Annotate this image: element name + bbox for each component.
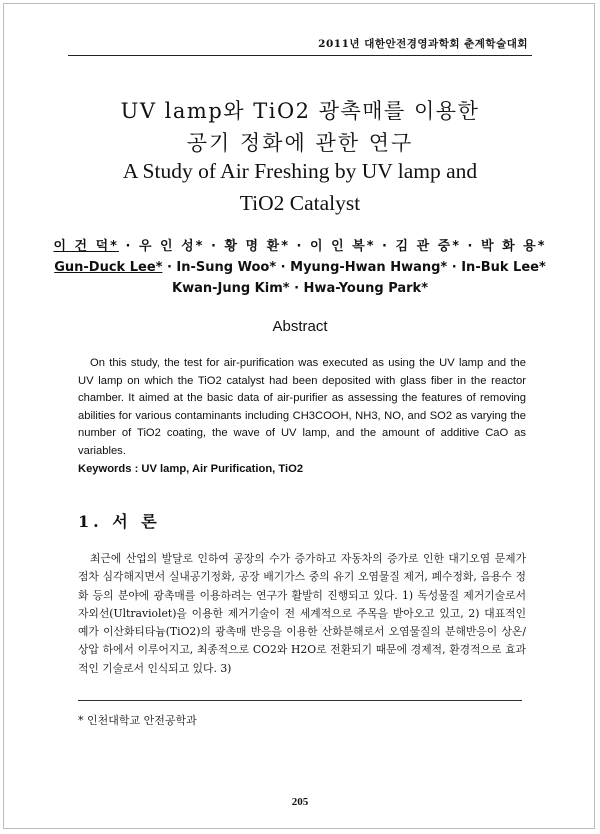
footnote-rule bbox=[78, 700, 522, 701]
page-number: 205 bbox=[291, 796, 309, 808]
title-korean-line2: 공기 정화에 관한 연구 bbox=[186, 131, 414, 155]
abstract-text: On this study, the test for air-purification was executed as using the UV lamp and the UV lamp on which the TiO2 catalyst had been deposited with glass fiber in the reactor chamber. It aimed at the basic data of air-purifier as assessing the features of removing abilities for various contaminants including CH3COOH, NH3, NO, and SO2 as varying the number of TiO2 coating, the wave of UV lamp, and the amount of additive CaO as variables. bbox=[78, 357, 526, 457]
section-body bbox=[78, 550, 526, 678]
section-heading: 1. 서 론 bbox=[78, 512, 161, 531]
header-rule bbox=[68, 55, 532, 56]
title-korean-line1: UV lamp와 TiO2 광촉매를 이용한 bbox=[120, 99, 480, 123]
first-author-english: Gun-Duck Lee* bbox=[54, 260, 163, 275]
abstract-heading: Abstract bbox=[272, 318, 328, 335]
abstract-body bbox=[78, 355, 526, 478]
authors-english-line1 bbox=[0, 258, 600, 278]
section-paragraph: 최근에 산업의 발달로 인하여 공장의 수가 증가하고 자동차의 증가로 인한 대기오염 문제가 점차 심각해지면서 실내공기정화, 공장 배기가스 중의 유기 오염물질 제거, 폐수정화, 음용수 정화 등의 분야에 광촉매를 이용하려는 연구가 활발히 진행되고 있다. 1) 독성물질 제거기술로서 자외선(Ultraviolet)을 이용한 제거기술이 전 세계적으로 주목을 받아오고 있고, 2) 대표적인 예가 이산화티타늄(TiO2)의 광촉매 반응을 이용한 산화분해로서 오염물질의 분해반응이 상온/상압 하에서 이루어지고, 최종적으로 CO2와 H2O로 전환되기 때문에 경제적, 환경적으로 효과적인 기술로서 인식되고 있다. 3) bbox=[78, 552, 526, 675]
keywords: Keywords : UV lamp, Air Purification, TiO2 bbox=[78, 462, 304, 475]
title-english-line2: TiO2 Catalyst bbox=[239, 191, 361, 215]
authors-korean bbox=[0, 237, 600, 257]
co-authors-english-line1: · In-Sung Woo* · Myung-Hwan Hwang* · In-Buk Lee* bbox=[162, 260, 546, 275]
footnote-affiliation: * 인천대학교 안전공학과 bbox=[78, 714, 197, 727]
authors-english-line2: Kwan-Jung Kim* · Hwa-Young Park* bbox=[172, 281, 428, 296]
first-author-korean: 이 건 덕* bbox=[53, 239, 119, 254]
co-authors-korean: · 우 인 성* · 황 명 환* · 이 인 복* · 김 관 중* · 박 화 용* bbox=[118, 239, 547, 254]
conference-header: 2011년 대한안전경영과학회 춘계학술대회 bbox=[318, 38, 528, 50]
title-english-line1: A Study of Air Freshing by UV lamp and bbox=[122, 159, 478, 183]
